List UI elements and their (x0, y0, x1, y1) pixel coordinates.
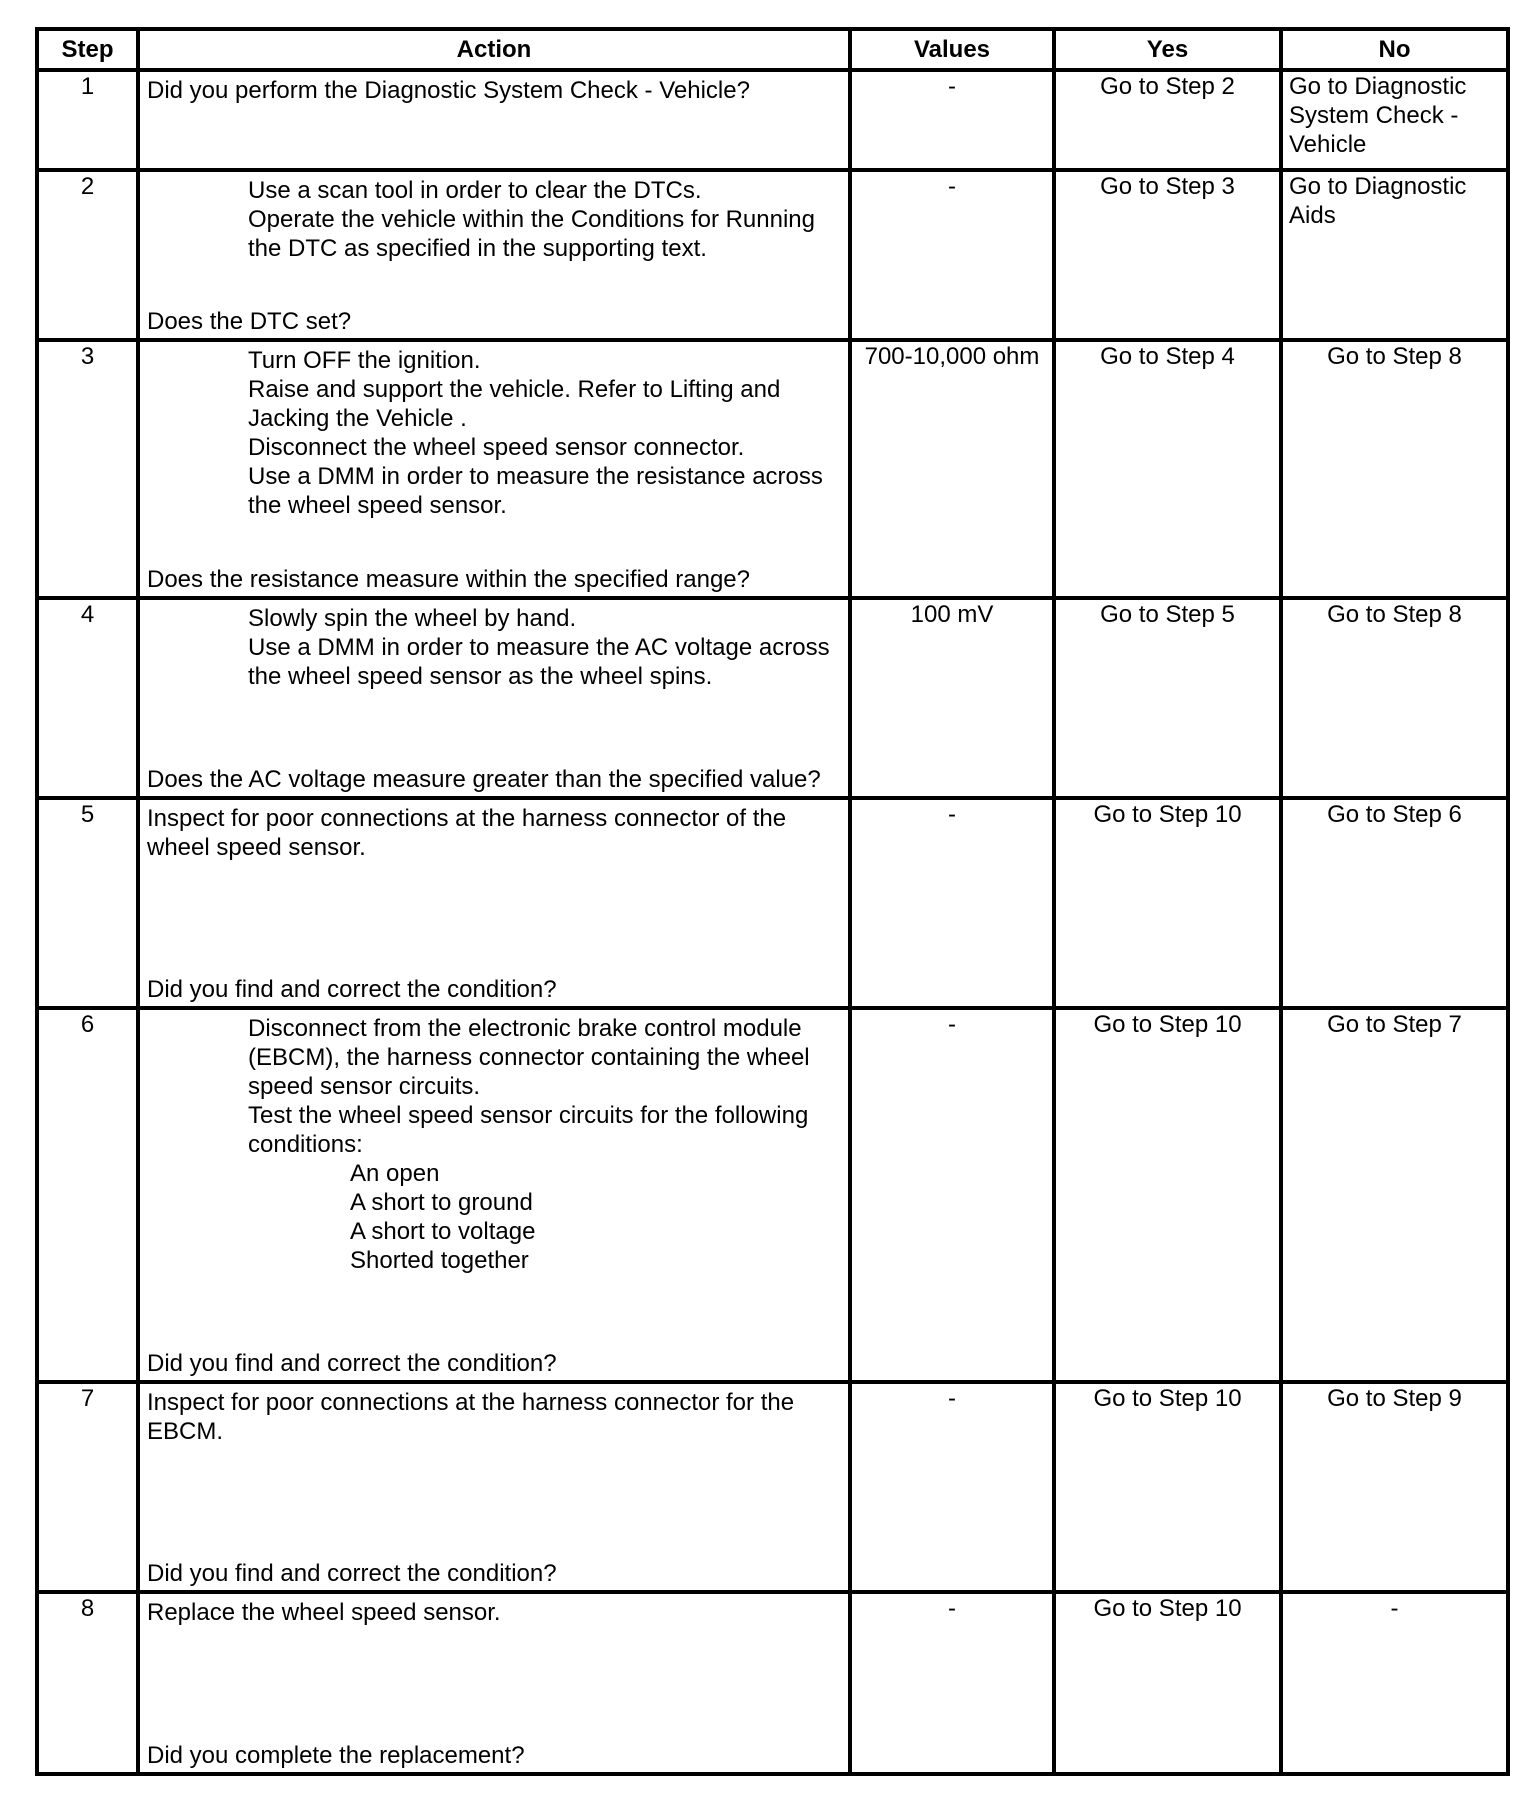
no-cell: Go to Step 8 (1281, 598, 1508, 798)
table-row (37, 70, 1508, 170)
action-question: Did you find and correct the condition? (147, 1350, 557, 1377)
header-row (37, 29, 1508, 70)
yes-cell: Go to Step 3 (1054, 170, 1281, 340)
value-cell: 700-10,000 ohm (850, 340, 1054, 598)
action-cell (138, 1592, 850, 1774)
diagnostic-table (35, 27, 1510, 1776)
table-row (37, 340, 1508, 598)
action-cell (138, 1008, 850, 1382)
step-number: 5 (37, 798, 138, 1008)
action-question: Does the DTC set? (147, 308, 352, 335)
action-substep: Slowly spin the wheel by hand. (248, 605, 577, 632)
condition-item: Shorted together (350, 1247, 529, 1274)
condition-item: A short to voltage (350, 1218, 536, 1245)
value-cell: - (850, 1592, 1054, 1774)
action-question: Does the resistance measure within the specified range? (147, 566, 750, 593)
yes-cell: Go to Step 4 (1054, 340, 1281, 598)
table-row (37, 798, 1508, 1008)
no-cell: Go to Step 8 (1281, 340, 1508, 598)
yes-cell: Go to Step 10 (1054, 1382, 1281, 1592)
table-row (37, 598, 1508, 798)
no-cell: Go to Step 6 (1281, 798, 1508, 1008)
action-text: Did you perform the Diagnostic System Check - Vehicle? (147, 77, 750, 104)
yes-cell: Go to Step 10 (1054, 1592, 1281, 1774)
action-cell (138, 598, 850, 798)
no-cell: Go to Step 9 (1281, 1382, 1508, 1592)
condition-item: An open (350, 1160, 440, 1187)
action-substep: Disconnect from the electronic brake control module (EBCM), the harness connector containing the wheel speed sensor circuits. (248, 1015, 810, 1100)
header-step: Step (37, 29, 138, 70)
header-values: Values (850, 29, 1054, 70)
yes-cell: Go to Step 5 (1054, 598, 1281, 798)
action-substep: Disconnect the wheel speed sensor connector. (248, 434, 745, 461)
action-question: Does the AC voltage measure greater than the specified value? (147, 766, 821, 793)
action-substep: Turn OFF the ignition. (248, 347, 481, 374)
action-text: Replace the wheel speed sensor. (147, 1599, 501, 1626)
action-cell (138, 170, 850, 340)
no-cell: - (1281, 1592, 1508, 1774)
value-cell: - (850, 170, 1054, 340)
step-number: 1 (37, 70, 138, 170)
value-cell: - (850, 1382, 1054, 1592)
action-cell (138, 798, 850, 1008)
value-cell: - (850, 798, 1054, 1008)
step-number: 6 (37, 1008, 138, 1382)
action-substep: Use a DMM in order to measure the AC voltage across the wheel speed sensor as the wheel spins. (248, 634, 830, 690)
action-substep: Use a scan tool in order to clear the DTCs. (248, 177, 702, 204)
action-substep: Use a DMM in order to measure the resistance across the wheel speed sensor. (248, 463, 823, 519)
step-number: 2 (37, 170, 138, 340)
yes-cell: Go to Step 10 (1054, 798, 1281, 1008)
no-cell: Go to Diagnostic System Check - Vehicle (1281, 70, 1508, 170)
step-number: 7 (37, 1382, 138, 1592)
action-question: Did you find and correct the condition? (147, 976, 557, 1003)
action-text: Inspect for poor connections at the harness connector for the EBCM. (147, 1389, 795, 1445)
table-row (37, 1592, 1508, 1774)
table-row (37, 1382, 1508, 1592)
step-number: 8 (37, 1592, 138, 1774)
step-number: 4 (37, 598, 138, 798)
action-substep: Test the wheel speed sensor circuits for the following conditions: (248, 1102, 809, 1158)
value-cell: 100 mV (850, 598, 1054, 798)
action-question: Did you find and correct the condition? (147, 1560, 557, 1587)
yes-cell: Go to Step 2 (1054, 70, 1281, 170)
action-cell (138, 70, 850, 170)
header-no: No (1281, 29, 1508, 70)
table-row (37, 170, 1508, 340)
value-cell: - (850, 70, 1054, 170)
action-substep: Raise and support the vehicle. Refer to Lifting and Jacking the Vehicle . (248, 376, 781, 432)
value-cell: - (850, 1008, 1054, 1382)
action-text: Inspect for poor connections at the harness connector of the wheel speed sensor. (147, 805, 787, 861)
action-cell (138, 1382, 850, 1592)
action-question: Did you complete the replacement? (147, 1742, 525, 1769)
action-substep: Operate the vehicle within the Conditions for Running the DTC as specified in the supporting text. (248, 206, 815, 262)
table-row (37, 1008, 1508, 1382)
header-action: Action (138, 29, 850, 70)
action-cell (138, 340, 850, 598)
condition-item: A short to ground (350, 1189, 533, 1216)
step-number: 3 (37, 340, 138, 598)
header-yes: Yes (1054, 29, 1281, 70)
no-cell: Go to Step 7 (1281, 1008, 1508, 1382)
no-cell: Go to Diagnostic Aids (1281, 170, 1508, 340)
yes-cell: Go to Step 10 (1054, 1008, 1281, 1382)
